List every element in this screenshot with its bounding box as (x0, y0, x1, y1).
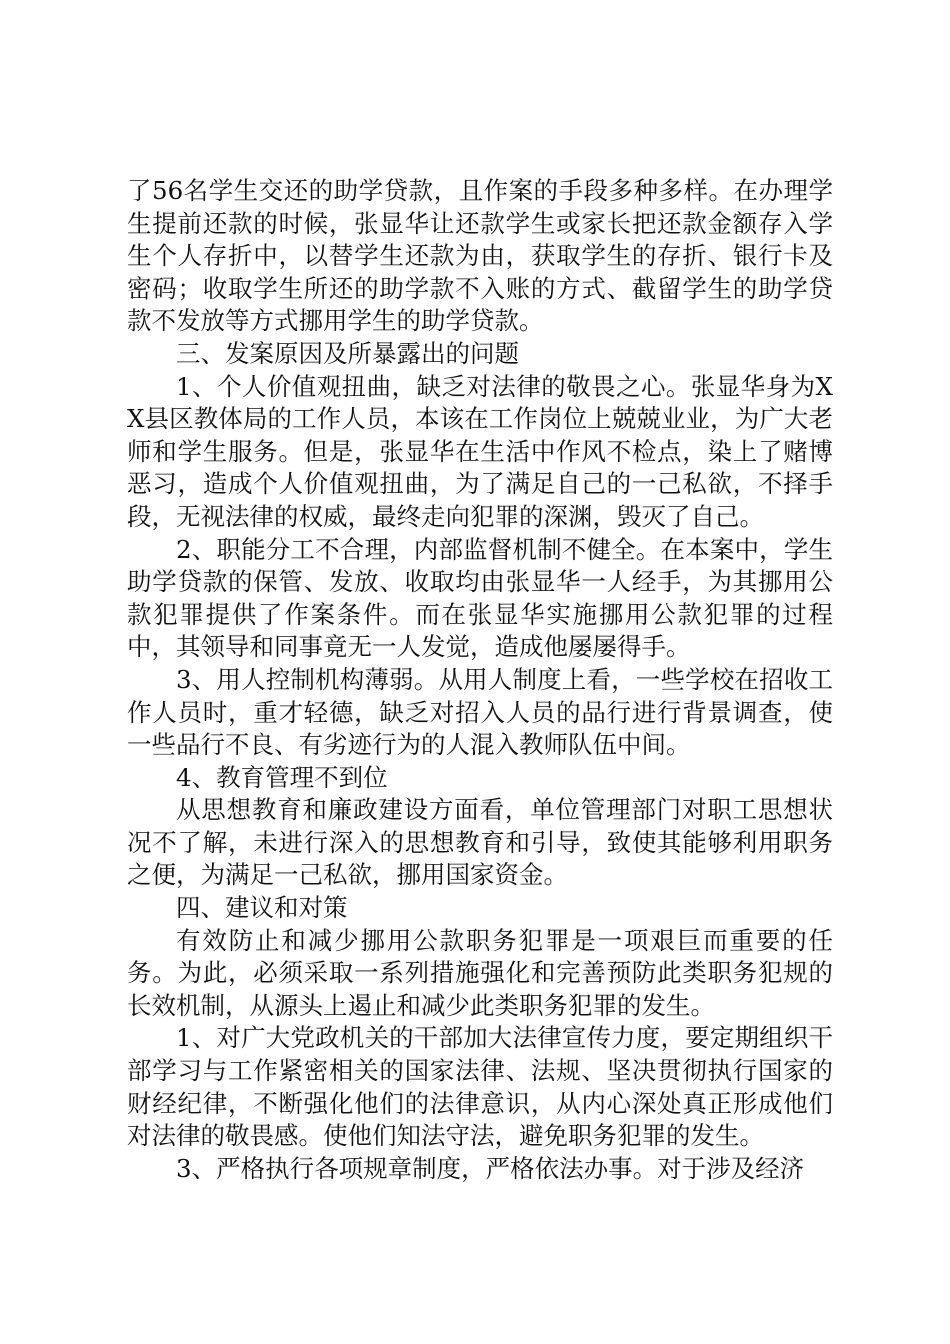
paragraph-cause-3: 3、用人控制机构薄弱。从用人制度上看，一些学校在招收工作人员时，重才轻德，缺乏对招入人员的品行进行背景调查，使一些品行不良、有劣迹行为的人混入教师队伍中间。 (127, 664, 833, 760)
paragraph-cause-1: 1、个人价值观扭曲，缺乏对法律的敬畏之心。张显华身为XX县区教体局的工作人员，本该在工作岗位上兢兢业业，为广大老师和学生服务。但是，张显华在生活中作风不检点，染上了赌博恶习，造成个人价值观扭曲，为了满足自己的一己私欲，不择手段，无视法律的权威，最终走向犯罪的深渊，毁灭了自己。 (127, 371, 833, 531)
paragraph-suggestions-intro: 有效防止和减少挪用公款职务犯罪是一项艰巨而重要的任务。为此，必须采取一系列措施强化和完善预防此类职务犯规的长效机制，从源头上遏止和减少此类职务犯罪的发生。 (127, 925, 833, 1020)
paragraph-suggestion-1: 1、对广大党政机关的干部加大法律宣传力度，要定期组织干部学习与工作紧密相关的国家法律、法规、坚决贯彻执行国家的财经纪律，不断强化他们的法律意识，从内心深处真正形成他们对法律的敬畏感。使他们知法守法，避免职务犯罪的发生。 (127, 1023, 833, 1151)
paragraph-cause-4-body: 从思想教育和廉政建设方面看，单位管理部门对职工思想状况不了解，未进行深入的思想教育和引导，致使其能够利用职务之便，为满足一己私欲，挪用国家资金。 (127, 795, 833, 890)
paragraph-cause-4-heading: 4、教育管理不到位 (176, 762, 388, 792)
paragraph-1: 了56名学生交还的助学贷款，且作案的手段多种多样。在办理学生提前还款的时候，张显华让还款学生或家长把还款金额存入学生个人存折中，以替学生还款为由，获取学生的存折、银行卡及密码；收取学生所还的助学款不入账的方式、截留学生的助学贷款不发放等方式挪用学生的助学贷款。 (127, 176, 833, 336)
document-body (127, 175, 833, 1185)
paragraph-suggestion-3: 3、严格执行各项规章制度，严格依法办事。对于涉及经济 (176, 1153, 805, 1183)
section-heading-causes: 三、发案原因及所暴露出的问题 (176, 338, 519, 368)
paragraph-cause-2: 2、职能分工不合理，内部监督机制不健全。在本案中，学生助学贷款的保管、发放、收取均由张显华一人经手，为其挪用公款犯罪提供了作案条件。而在张显华实施挪用公款犯罪的过程中，其领导和同事竟无一人发觉，造成他屡屡得手。 (127, 534, 833, 662)
section-heading-suggestions: 四、建议和对策 (176, 893, 348, 923)
